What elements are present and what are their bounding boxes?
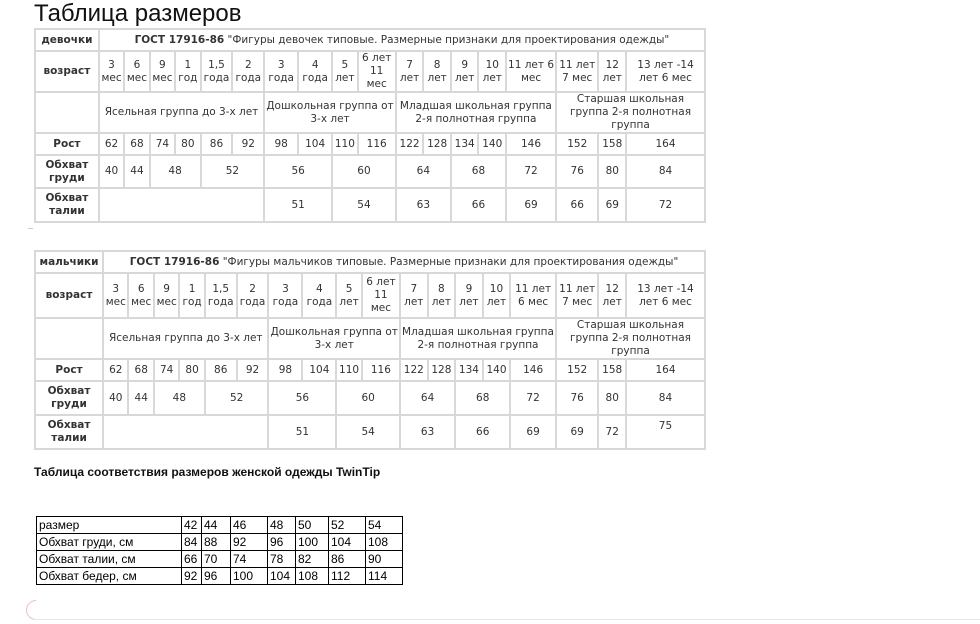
twintip-row-label: Обхват талии, см	[37, 551, 182, 568]
boys-waist-cell: 51	[269, 416, 335, 448]
boys-height-cell: 104	[303, 360, 335, 380]
girls-height-cell: 122	[397, 134, 423, 154]
girls-waist-cell: 69	[599, 189, 625, 221]
boys-chest-cell: 68	[456, 382, 509, 414]
girls-group-cell: Младшая школьная группа 2-я полнотная группа	[397, 93, 555, 132]
boys-waist-cell: 63	[401, 416, 454, 448]
boys-waist-label: Обхват талии	[36, 416, 102, 448]
boys-age-cell: 5 лет	[337, 274, 360, 317]
boys-height-cell: 128	[429, 360, 455, 380]
girls-age-cell: 10 лет	[479, 52, 505, 91]
girls-height-cell: 140	[479, 134, 505, 154]
girls-age-cell: 2 года	[233, 52, 263, 91]
twintip-cell: 100	[296, 534, 329, 551]
girls-age-cell: 8 лет	[424, 52, 450, 91]
boys-chest-label: Обхват груди	[36, 382, 102, 414]
girls-group-cell: Ясельная группа до 3-х лет	[100, 93, 263, 132]
girls-waist-cell: 72	[627, 189, 704, 221]
boys-height-cell: 68	[129, 360, 152, 380]
girls-height-cell: 68	[125, 134, 148, 154]
boys-age-cell: 6 лет 11 мес	[363, 274, 399, 317]
boys-chest-cell: 44	[129, 382, 152, 414]
girls-chest-cell: 40	[100, 156, 123, 187]
girls-age-cell: 5 лет	[333, 52, 356, 91]
boys-age-cell: 1,5 года	[206, 274, 236, 317]
girls-age-cell: 3 мес	[100, 52, 123, 91]
girls-waist-cell: 66	[557, 189, 597, 221]
boys-height-cell: 110	[337, 360, 360, 380]
boys-height-cell: 152	[557, 360, 597, 380]
girls-age-cell: 7 лет	[397, 52, 423, 91]
girls-height-cell: 80	[176, 134, 199, 154]
boys-waist-cell: 54	[337, 416, 399, 448]
twintip-cell: 66	[182, 551, 202, 568]
boys-waist-cell: 72	[599, 416, 625, 448]
boys-group-cell: Старшая школьная группа 2-я полнотная группа	[557, 319, 704, 358]
girls-age-cell: 3 года	[265, 52, 297, 91]
boys-label: мальчики	[36, 252, 102, 272]
boys-waist-cell: 69	[557, 416, 597, 448]
boys-age-cell: 3 года	[269, 274, 301, 317]
girls-height-cell: 74	[151, 134, 174, 154]
boys-height-cell: 158	[599, 360, 625, 380]
boys-height-cell: 80	[180, 360, 203, 380]
twintip-row	[37, 534, 403, 551]
twintip-cell: 70	[202, 551, 231, 568]
girls-gost-header	[100, 30, 704, 50]
twintip-cell: 86	[329, 551, 366, 568]
boys-height-cell: 164	[627, 360, 704, 380]
twintip-cell: 96	[202, 568, 231, 585]
boys-chest-cell: 84	[627, 382, 704, 414]
boys-chest-cell: 72	[511, 382, 555, 414]
page-title: Таблица размеров	[34, 0, 242, 27]
girls-gost-desc: "Фигуры девочек типовые. Размерные признаки для проектирования одежды"	[224, 33, 670, 46]
girls-chest-cell: 60	[333, 156, 395, 187]
boys-waist-cell: 66	[456, 416, 509, 448]
girls-chest-cell: 68	[452, 156, 505, 187]
girls-age-cell: 4 года	[299, 52, 331, 91]
twintip-cell: 112	[329, 568, 366, 585]
girls-age-cell: 1,5 года	[202, 52, 232, 91]
girls-waist-cell: 66	[452, 189, 505, 221]
boys-waist-cell: 75	[627, 416, 704, 448]
girls-age-cell: 6 мес	[125, 52, 148, 91]
twintip-cell: 108	[296, 568, 329, 585]
boys-age-cell: 9 мес	[155, 274, 178, 317]
twintip-row	[37, 568, 403, 585]
boys-chest-cell: 48	[155, 382, 204, 414]
girls-label: девочки	[36, 30, 98, 50]
girls-age-cell: 12 лет	[599, 52, 625, 91]
girls-chest-cell: 72	[507, 156, 555, 187]
boys-chest-cell: 76	[557, 382, 597, 414]
boys-age-cell: 4 года	[303, 274, 335, 317]
twintip-cell: 104	[268, 568, 296, 585]
girls-chest-cell: 80	[599, 156, 625, 187]
girls-height-cell: 86	[202, 134, 232, 154]
twintip-cell: 50	[296, 517, 329, 534]
girls-waist-empty	[100, 189, 263, 221]
girls-height-cell: 146	[507, 134, 555, 154]
girls-age-cell: 1 год	[176, 52, 199, 91]
boys-chest-cell: 60	[337, 382, 399, 414]
boys-height-cell: 98	[269, 360, 301, 380]
girls-waist-label: Обхват талии	[36, 189, 98, 221]
girls-chest-label: Обхват груди	[36, 156, 98, 187]
girls-chest-cell: 48	[151, 156, 200, 187]
twintip-row-label: Обхват бедер, см	[37, 568, 182, 585]
twintip-row	[37, 551, 403, 568]
boys-age-cell: 12 лет	[599, 274, 625, 317]
girls-height-cell: 62	[100, 134, 123, 154]
boys-waist-empty	[104, 416, 267, 448]
twintip-row-label: размер	[37, 517, 182, 534]
girls-height-label: Рост	[36, 134, 98, 154]
girls-age-cell: 9 мес	[151, 52, 174, 91]
boys-chest-cell: 56	[269, 382, 335, 414]
boys-height-cell: 140	[484, 360, 510, 380]
boys-waist-cell: 69	[511, 416, 555, 448]
twintip-cell: 92	[231, 534, 268, 551]
twintip-cell: 114	[366, 568, 403, 585]
boys-height-label: Рост	[36, 360, 102, 380]
boys-age-cell: 11 лет 6 мес	[511, 274, 555, 317]
boys-age-cell: 1 год	[180, 274, 203, 317]
twintip-cell: 92	[182, 568, 202, 585]
girls-chest-cell: 56	[265, 156, 331, 187]
boys-age-label: возраст	[36, 274, 102, 317]
boys-gost-desc: "Фигуры мальчиков типовые. Размерные признаки для проектирования одежды"	[219, 255, 679, 268]
girls-height-cell: 104	[299, 134, 331, 154]
twintip-cell: 74	[231, 551, 268, 568]
girls-age-cell: 11 лет 7 мес	[557, 52, 597, 91]
twintip-row	[37, 517, 403, 534]
girls-chest-cell: 44	[125, 156, 148, 187]
twintip-cell: 46	[231, 517, 268, 534]
girls-height-cell: 110	[333, 134, 356, 154]
twintip-cell: 104	[329, 534, 366, 551]
twintip-cell: 54	[366, 517, 403, 534]
twintip-size-table	[36, 516, 403, 585]
twintip-cell: 78	[268, 551, 296, 568]
girls-chest-cell: 64	[397, 156, 450, 187]
girls-gost-code: ГОСТ 17916-86	[134, 33, 225, 46]
twintip-cell: 108	[366, 534, 403, 551]
girls-height-cell: 134	[452, 134, 478, 154]
girls-chest-cell: 52	[202, 156, 264, 187]
separator-mark	[28, 228, 33, 234]
girls-size-table	[34, 28, 706, 223]
girls-waist-cell: 63	[397, 189, 450, 221]
boys-chest-cell: 64	[401, 382, 454, 414]
girls-height-cell: 164	[627, 134, 704, 154]
boys-height-cell: 122	[401, 360, 427, 380]
boys-chest-cell: 80	[599, 382, 625, 414]
girls-chest-cell: 76	[557, 156, 597, 187]
twintip-cell: 44	[202, 517, 231, 534]
boys-age-cell: 3 мес	[104, 274, 127, 317]
boys-group-empty	[36, 319, 102, 358]
boys-age-cell: 6 мес	[129, 274, 152, 317]
twintip-cell: 84	[182, 534, 202, 551]
girls-height-cell: 152	[557, 134, 597, 154]
boys-age-cell: 8 лет	[429, 274, 455, 317]
girls-chest-cell: 84	[627, 156, 704, 187]
twintip-cell: 82	[296, 551, 329, 568]
girls-age-cell: 9 лет	[452, 52, 478, 91]
boys-chest-cell: 40	[104, 382, 127, 414]
girls-height-cell: 98	[265, 134, 297, 154]
boys-height-cell: 74	[155, 360, 178, 380]
boys-age-cell: 2 года	[238, 274, 268, 317]
boys-group-cell: Младшая школьная группа 2-я полнотная группа	[401, 319, 555, 358]
boys-height-cell: 62	[104, 360, 127, 380]
boys-size-table	[34, 250, 706, 450]
girls-waist-cell: 51	[265, 189, 331, 221]
twintip-cell: 42	[182, 517, 202, 534]
girls-group-cell: Старшая школьная группа 2-я полнотная группа	[557, 93, 704, 132]
boys-height-cell: 116	[363, 360, 399, 380]
boys-age-cell: 7 лет	[401, 274, 427, 317]
twintip-cell: 96	[268, 534, 296, 551]
boys-height-cell: 146	[511, 360, 555, 380]
twintip-cell: 48	[268, 517, 296, 534]
girls-height-cell: 116	[359, 134, 395, 154]
twintip-cell: 100	[231, 568, 268, 585]
boys-age-cell: 10 лет	[484, 274, 510, 317]
boys-height-cell: 86	[206, 360, 236, 380]
girls-waist-cell: 54	[333, 189, 395, 221]
girls-age-label: возраст	[36, 52, 98, 91]
girls-age-cell: 6 лет 11 мес	[359, 52, 395, 91]
boys-gost-code: ГОСТ 17916-86	[129, 255, 220, 268]
twintip-row-label: Обхват груди, см	[37, 534, 182, 551]
boys-height-cell: 134	[456, 360, 482, 380]
twintip-cell: 88	[202, 534, 231, 551]
bottom-divider	[34, 619, 980, 620]
twintip-title: Таблица соответствия размеров женской одежды TwinTip	[34, 465, 381, 479]
boys-age-cell: 13 лет -14 лет 6 мес	[627, 274, 704, 317]
girls-waist-cell: 69	[507, 189, 555, 221]
boys-height-cell: 92	[238, 360, 268, 380]
twintip-cell: 90	[366, 551, 403, 568]
boys-group-cell: Дошкольная группа от 3-х лет	[269, 319, 399, 358]
boys-gost-header	[104, 252, 704, 272]
girls-height-cell: 92	[233, 134, 263, 154]
girls-age-cell: 13 лет -14 лет 6 мес	[627, 52, 704, 91]
boys-age-cell: 11 лет 7 мес	[557, 274, 597, 317]
boys-chest-cell: 52	[206, 382, 268, 414]
girls-age-cell: 11 лет 6 мес	[507, 52, 555, 91]
girls-height-cell: 158	[599, 134, 625, 154]
girls-group-cell: Дошкольная группа от 3-х лет	[265, 93, 395, 132]
boys-group-cell: Ясельная группа до 3-х лет	[104, 319, 267, 358]
girls-height-cell: 128	[424, 134, 450, 154]
girls-group-empty	[36, 93, 98, 132]
boys-age-cell: 9 лет	[456, 274, 482, 317]
twintip-cell: 52	[329, 517, 366, 534]
